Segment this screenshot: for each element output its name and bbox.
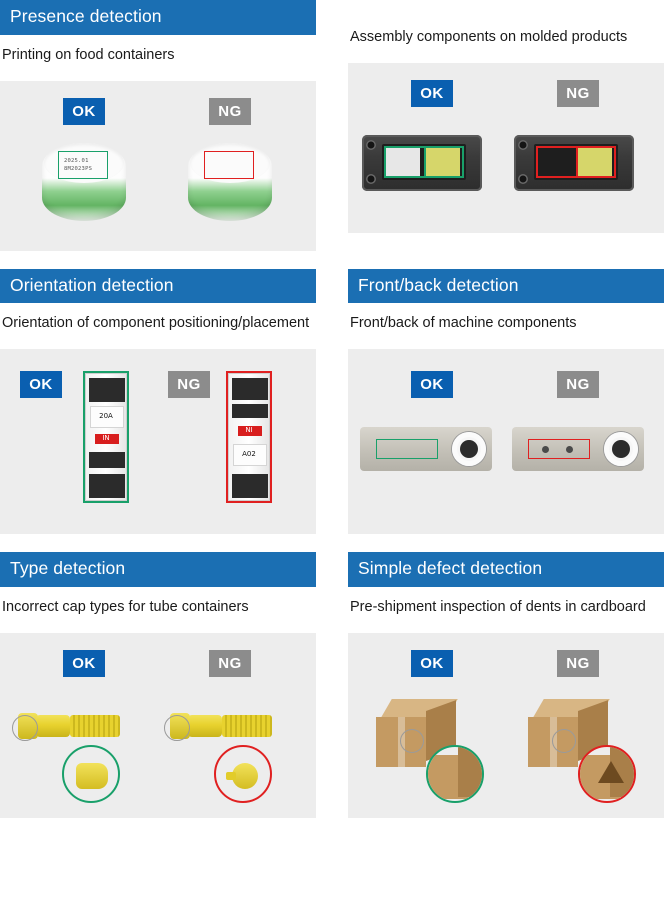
breaker-amp-label-ng: A02 xyxy=(242,450,256,458)
inspection-region-ok xyxy=(83,371,129,503)
tube-body-ok xyxy=(70,715,120,737)
panel-orientation-detection xyxy=(0,269,316,535)
panel-simple-defect-detection xyxy=(348,552,664,818)
printed-text-ok: 2025.01 8M2023PS xyxy=(64,157,93,172)
inspection-region-ng-2 xyxy=(576,146,616,178)
badge-ok: OK xyxy=(411,371,453,398)
inspection-region-ng xyxy=(226,371,272,503)
magnified-view-ok xyxy=(426,745,484,803)
inspection-region-ng xyxy=(528,439,590,459)
panel-type-detection xyxy=(0,552,316,818)
hole-ok xyxy=(460,440,478,458)
panel-caption-type-detection: Incorrect cap types for tube containers xyxy=(2,598,249,615)
zoom-marker-ng xyxy=(552,729,576,753)
badge-ok: OK xyxy=(411,80,453,107)
badge-ng: NG xyxy=(557,371,599,398)
breaker-mark-label-ok: IN xyxy=(102,434,110,442)
badge-ok: OK xyxy=(63,650,105,677)
molded-product-ok xyxy=(362,135,482,191)
badge-ng: NG xyxy=(209,98,251,125)
feature-dot-2 xyxy=(566,446,573,453)
badge-ng: NG xyxy=(557,650,599,677)
ring-hole-ng xyxy=(604,432,638,466)
tube-body-ng xyxy=(222,715,272,737)
inspection-region-ok xyxy=(376,439,438,459)
inspection-region-ng xyxy=(204,151,254,179)
panel-presence-detection xyxy=(0,0,316,251)
example-image-orientation-detection xyxy=(0,349,316,534)
magnified-view-ng xyxy=(214,745,272,803)
cap-tab-ng xyxy=(226,772,236,780)
panel-title-simple-defect-detection: Simple defect detection xyxy=(348,552,664,587)
feature-dot-1 xyxy=(542,446,549,453)
badge-ng: NG xyxy=(168,371,210,398)
zoom-marker-ok xyxy=(400,729,424,753)
panel-title-type-detection: Type detection xyxy=(0,552,316,587)
example-image-type-detection xyxy=(0,633,316,818)
panel-title-presence-detection: Presence detection xyxy=(0,0,316,35)
badge-ok: OK xyxy=(411,650,453,677)
container-ng xyxy=(188,143,272,221)
zoom-marker-ok xyxy=(12,715,38,741)
panel-caption-presence-detection: Printing on food containers xyxy=(2,46,175,63)
inspection-region-ok-2 xyxy=(424,146,464,178)
hole-ng xyxy=(612,440,630,458)
badge-ok: OK xyxy=(20,371,62,398)
example-image-assembly-components xyxy=(348,63,664,233)
breaker-ni-label-ng: NI xyxy=(245,426,253,434)
panel-caption-simple-defect-detection: Pre-shipment inspection of dents in cardboard xyxy=(350,598,646,615)
molded-product-ng xyxy=(514,135,634,191)
zoom-marker-ng xyxy=(164,715,190,741)
screw-icon xyxy=(366,174,376,184)
panel-assembly-components xyxy=(348,0,664,251)
ring-hole-ok xyxy=(452,432,486,466)
dent-defect-ng xyxy=(598,761,624,783)
machine-component-ok xyxy=(360,427,492,471)
panel-front-back-detection xyxy=(348,269,664,535)
box-edge-ok xyxy=(458,747,484,797)
badge-ng: NG xyxy=(557,80,599,107)
breaker-amp-label-ok: 20A xyxy=(99,412,113,420)
cap-shape-ok xyxy=(76,763,108,789)
machine-component-ng xyxy=(512,427,644,471)
screw-icon xyxy=(518,174,528,184)
example-image-front-back-detection xyxy=(348,349,664,534)
example-image-presence-detection xyxy=(0,81,316,251)
badge-ok: OK xyxy=(63,98,105,125)
tube-neck-ok xyxy=(36,715,70,737)
container-ok xyxy=(42,143,126,221)
example-image-simple-defect-detection xyxy=(348,633,664,818)
panel-caption-front-back-detection: Front/back of machine components xyxy=(350,315,577,331)
panel-title-front-back-detection: Front/back detection xyxy=(348,269,664,304)
magnified-view-ok xyxy=(62,745,120,803)
panel-title-orientation-detection: Orientation detection xyxy=(0,269,316,304)
screw-icon xyxy=(518,140,528,150)
magnified-view-ng xyxy=(578,745,636,803)
screw-icon xyxy=(366,140,376,150)
badge-ng: NG xyxy=(209,650,251,677)
inspection-region-ng-1 xyxy=(536,146,578,178)
panel-caption-assembly-components: Assembly components on molded products xyxy=(350,29,628,45)
inspection-region-ok-1 xyxy=(384,146,426,178)
panel-caption-orientation-detection: Orientation of component positioning/placement xyxy=(2,315,310,331)
tube-neck-ng xyxy=(188,715,222,737)
